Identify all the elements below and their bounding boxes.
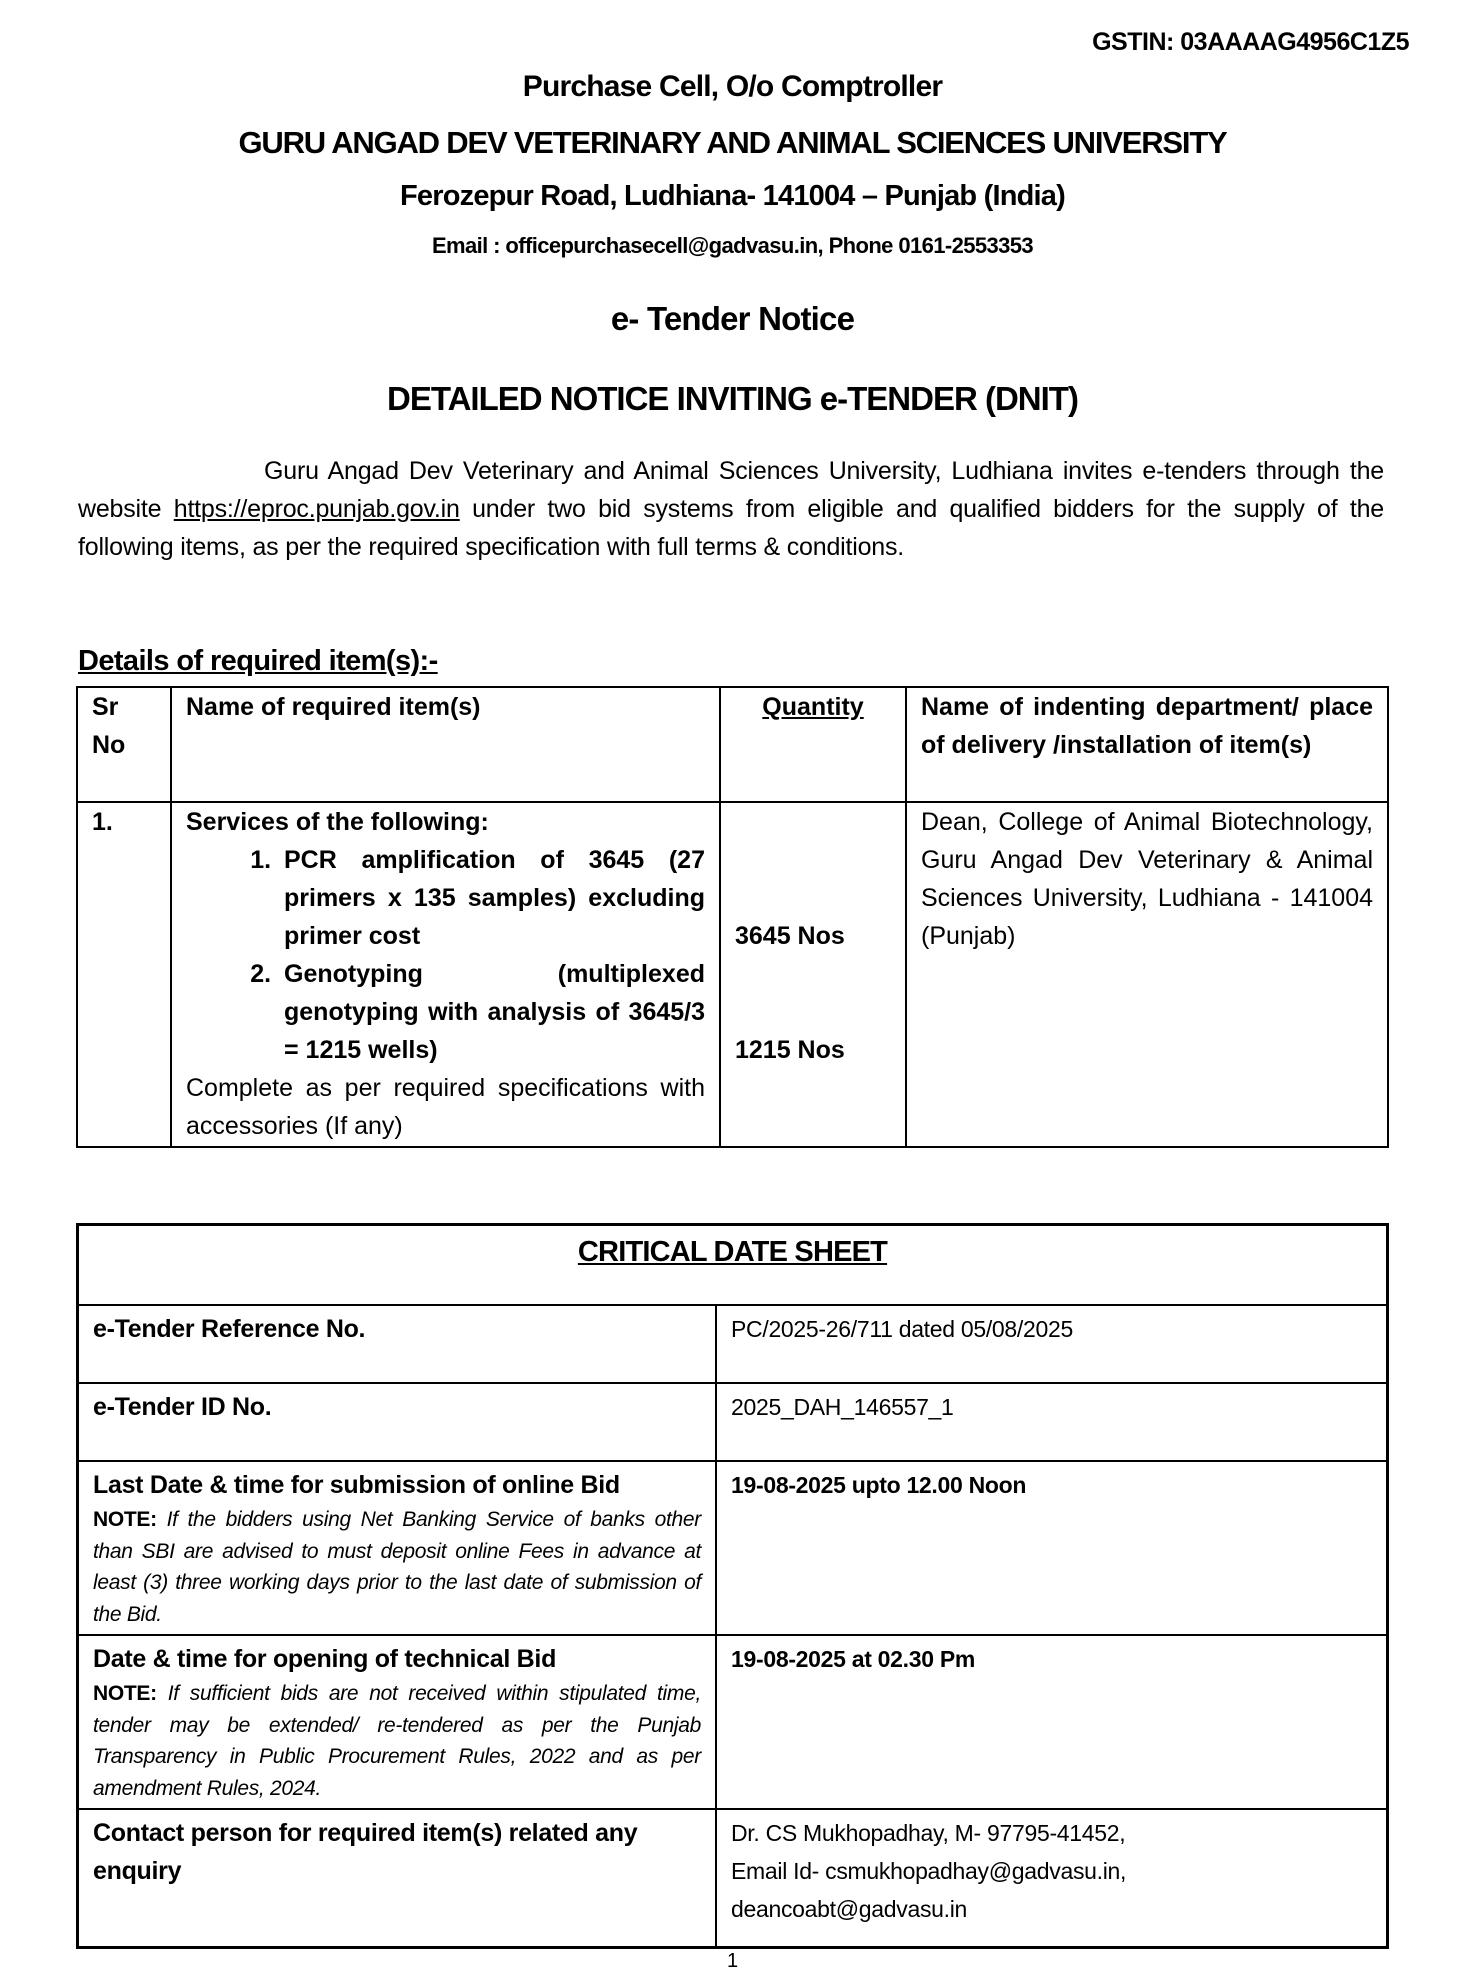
table-row <box>77 802 1388 1147</box>
contact-email-1: Email Id- csmukhopadhay@gadvasu.in, <box>731 1858 1127 1884</box>
cds-row-tender-id <box>78 1383 1388 1461</box>
university-name: GURU ANGAD DEV VETERINARY AND ANIMAL SCIENCES UNIVERSITY <box>238 125 1227 160</box>
address: Ferozepur Road, Ludhiana- 141004 – Punjab (India) <box>400 180 1065 212</box>
intro-text-after: under two bid systems from eligible and qualified bidders for the supply of the following items, as per the required specification with full terms & conditions. <box>78 495 1384 561</box>
header-quantity <box>720 687 906 802</box>
header-item-name: Name of required item(s) <box>171 687 720 802</box>
cds-label-contact: Contact person for required item(s) related any enquiry <box>78 1809 717 1948</box>
header-quantity-label: Quantity <box>762 693 864 721</box>
critical-date-sheet <box>76 1223 1389 1949</box>
items-table-header <box>77 687 1388 802</box>
cds-title: CRITICAL DATE SHEET <box>78 1225 1388 1306</box>
cds-row-last-date <box>78 1461 1388 1635</box>
last-date-note <box>93 1504 701 1630</box>
cds-label-last-date <box>78 1461 717 1635</box>
item-footer: Complete as per required specifications with accessories (If any) <box>186 1074 705 1140</box>
subitem-list <box>186 841 705 1069</box>
note-label: NOTE: <box>93 1682 157 1705</box>
cds-row-opening-date <box>78 1635 1388 1809</box>
cds-row-contact <box>78 1809 1388 1948</box>
cds-value-reference: PC/2025-26/711 dated 05/08/2025 <box>716 1305 1388 1383</box>
quantity-pcr: 3645 Nos <box>735 922 845 950</box>
note-text: If the bidders using Net Banking Service of banks other than SBI are advised to must deposit online Fees in advance at least (3) three working days prior to the last date of submission of the Bid. <box>93 1508 701 1626</box>
row-quantity <box>720 802 906 1147</box>
subitem-pcr: 1. PCR amplification of 3645 (27 primers x 135 samples) excluding primer cost <box>278 841 705 955</box>
cds-row-reference <box>78 1305 1388 1383</box>
row-sr-no: 1. <box>77 802 171 1147</box>
contact-name-phone: Dr. CS Mukhopadhay, M- 97795-41452, <box>731 1820 1126 1846</box>
cds-value-contact <box>716 1809 1388 1948</box>
note-text: If sufficient bids are not received within stipulated time, tender may be extended/ re-tendered as per the Punjab Transparency in Public Procurement Rules, 2022 and as per amendment Rules, 2024. <box>93 1682 701 1800</box>
subitem-genotyping: 2. Genotyping (multiplexed genotyping with analysis of 3645/3 = 1215 wells) <box>278 955 705 1069</box>
cds-value-opening-date: 19-08-2025 at 02.30 Pm <box>716 1635 1388 1809</box>
cds-value-tender-id: 2025_DAH_146557_1 <box>716 1383 1388 1461</box>
gstin: GSTIN: 03AAAAG4956C1Z5 <box>1092 28 1409 56</box>
cds-label-opening-date <box>78 1635 717 1809</box>
header-sr-no: Sr No <box>77 687 171 802</box>
intro-text-before: Guru Angad Dev Veterinary and Animal Sciences University, Ludhiana invites e-tenders through the website <box>78 457 1384 523</box>
details-section-title: Details of required item(s):- <box>78 645 438 677</box>
opening-date-note <box>93 1678 701 1804</box>
quantity-genotyping: 1215 Nos <box>735 1036 845 1064</box>
notice-subtitle: DETAILED NOTICE INVITING e-TENDER (DNIT) <box>387 380 1078 417</box>
header-department: Name of indenting department/ place of delivery /installation of item(s) <box>906 687 1388 802</box>
contact-email-2: deancoabt@gadvasu.in <box>731 1896 968 1922</box>
item-intro: Services of the following: <box>186 808 489 836</box>
cds-value-last-date: 19-08-2025 upto 12.00 Noon <box>716 1461 1388 1635</box>
page-number: 1 <box>726 1950 739 1972</box>
opening-date-label: Date & time for opening of technical Bid <box>93 1645 557 1673</box>
intro-paragraph <box>78 452 1384 566</box>
items-table <box>76 686 1389 1148</box>
last-date-label: Last Date & time for submission of online Bid <box>93 1471 620 1499</box>
cds-label-reference: e-Tender Reference No. <box>78 1305 717 1383</box>
row-department: Dean, College of Animal Biotechnology, Guru Angad Dev Veterinary & Animal Sciences University, Ludhiana - 141004 (Punjab) <box>906 802 1388 1147</box>
eproc-link[interactable]: https://eproc.punjab.gov.in <box>173 495 460 523</box>
office-name: Purchase Cell, O/o Comptroller <box>522 70 943 103</box>
row-item-name <box>171 802 720 1147</box>
cds-label-tender-id: e-Tender ID No. <box>78 1383 717 1461</box>
note-label: NOTE: <box>93 1508 157 1531</box>
notice-title: e- Tender Notice <box>610 300 855 337</box>
contact-line: Email : officepurchasecell@gadvasu.in, Phone 0161-2553353 <box>431 233 1034 258</box>
